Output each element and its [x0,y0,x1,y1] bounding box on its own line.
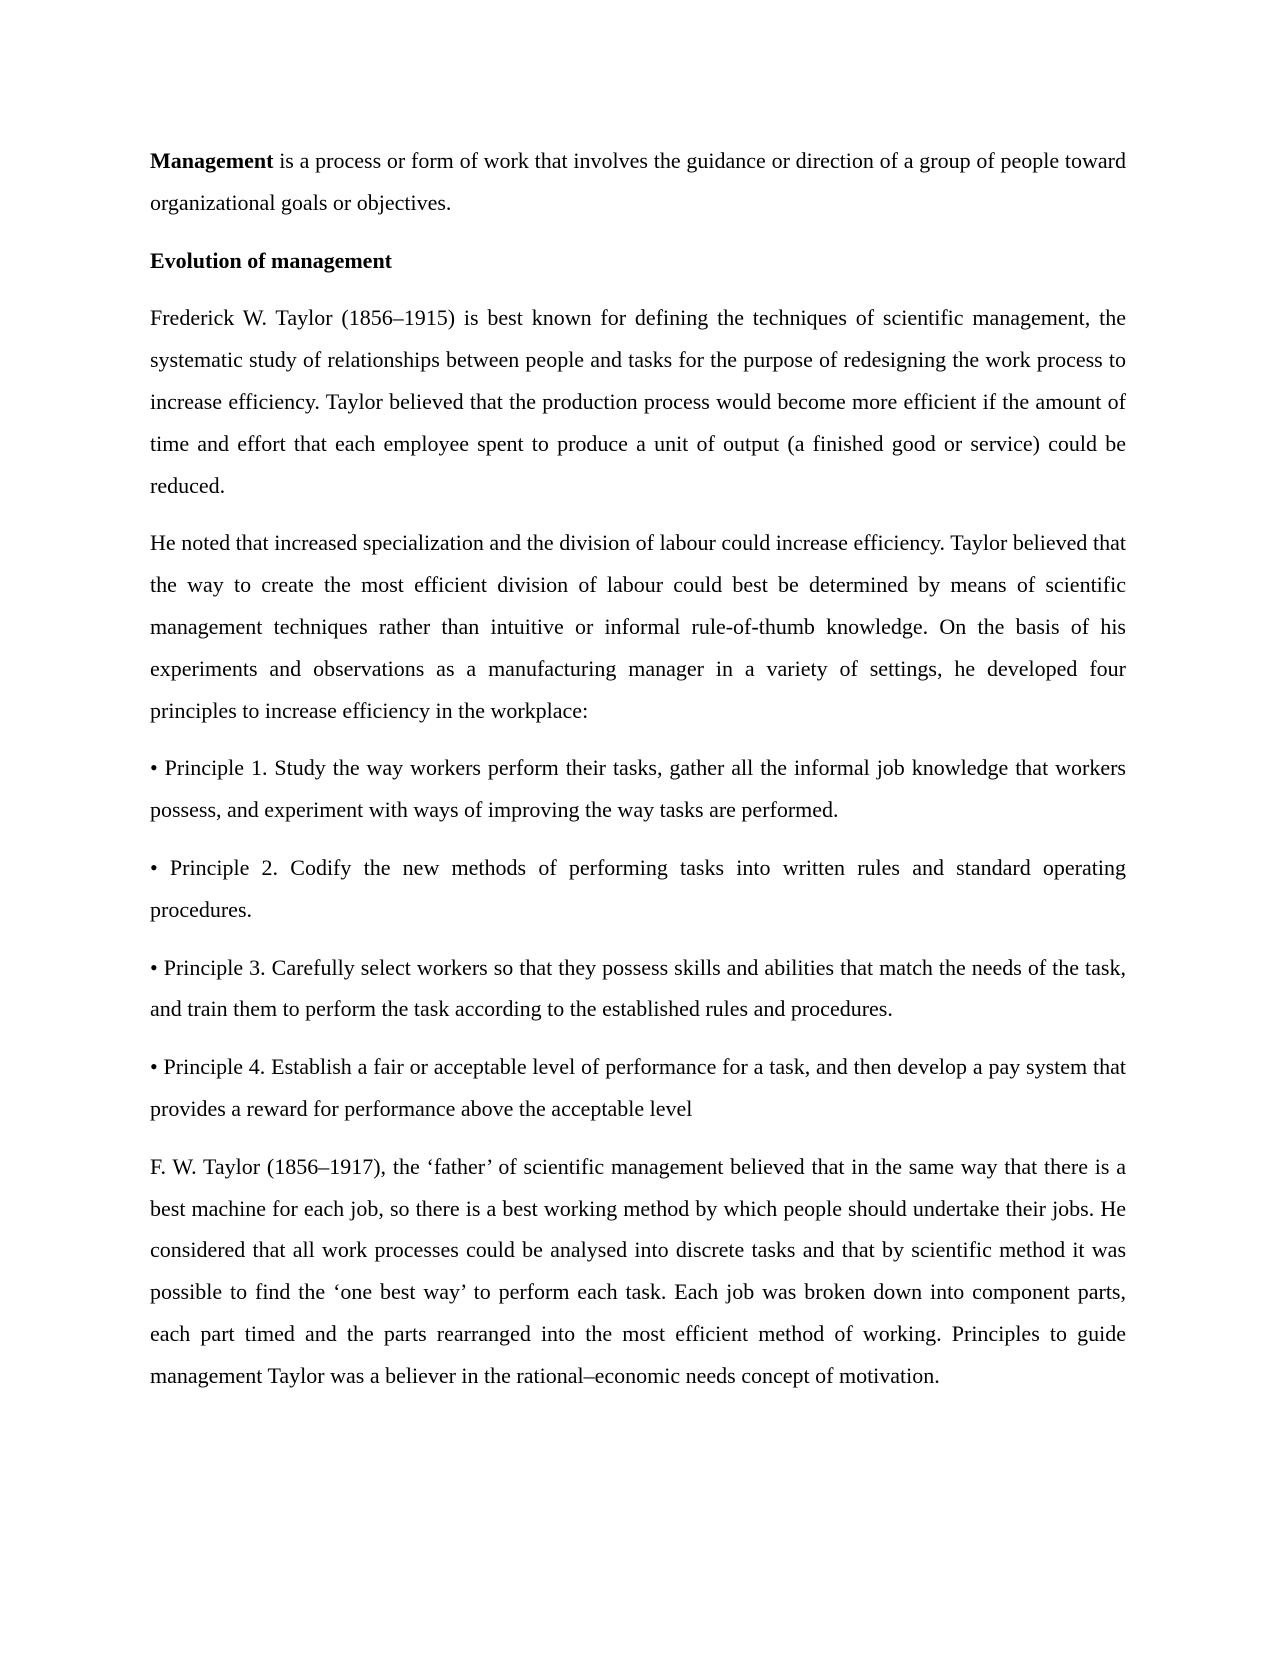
intro-term: Management [150,148,274,173]
closing-paragraph: F. W. Taylor (1856–1917), the ‘father’ of scientific management believed that in the same way that there is a best machine for each job, so there is a best working method by which people should undertake their jobs. He considered that all work processes could be analysed into discrete tasks and that by scientific method it was possible to find the ‘one best way’ to perform each task. Each job was broken down into component parts, each part timed and the parts rearranged into the most efficient method of working. Principles to guide management Taylor was a believer in the rational–economic needs concept of motivation. [150,1153,1126,1388]
principle-3: • Principle 3. Carefully select workers so that they possess skills and abilities that match the needs of the task, and train them to perform the task according to the established rules and procedures. [150,954,1126,1022]
intro-text: is a process or form of work that involves the guidance or direction of a group of people toward organizational goals or objectives. [150,148,1126,215]
intro-paragraph [150,140,1126,224]
document-page [150,140,1126,1413]
section-heading: Evolution of management [150,247,392,273]
principle-4: • Principle 4. Establish a fair or acceptable level of performance for a task, and then develop a pay system that provides a reward for performance above the acceptable level [150,1054,1126,1121]
principle-1: • Principle 1. Study the way workers perform their tasks, gather all the informal job knowledge that workers possess, and experiment with ways of improving the way tasks are performed. [150,755,1126,823]
taylor-paragraph: Frederick W. Taylor (1856–1915) is best known for defining the techniques of scientific management, the systematic study of relationships between people and tasks for the purpose of redesigning the work process to increase efficiency. Taylor believed that the production process would become more efficient if the amount of time and effort that each employee spent to produce a unit of output (a finished good or service) could be reduced. [150,305,1126,498]
principle-2: • Principle 2. Codify the new methods of performing tasks into written rules and standard operating procedures. [150,854,1126,922]
specialization-paragraph: He noted that increased specialization and the division of labour could increase efficiency. Taylor believed that the way to create the most efficient division of labour could best be determined by means of scientific management techniques rather than intuitive or informal rule-of-thumb knowledge. On the basis of his experiments and observations as a manufacturing manager in a variety of settings, he developed four principles to increase efficiency in the workplace: [150,530,1126,723]
